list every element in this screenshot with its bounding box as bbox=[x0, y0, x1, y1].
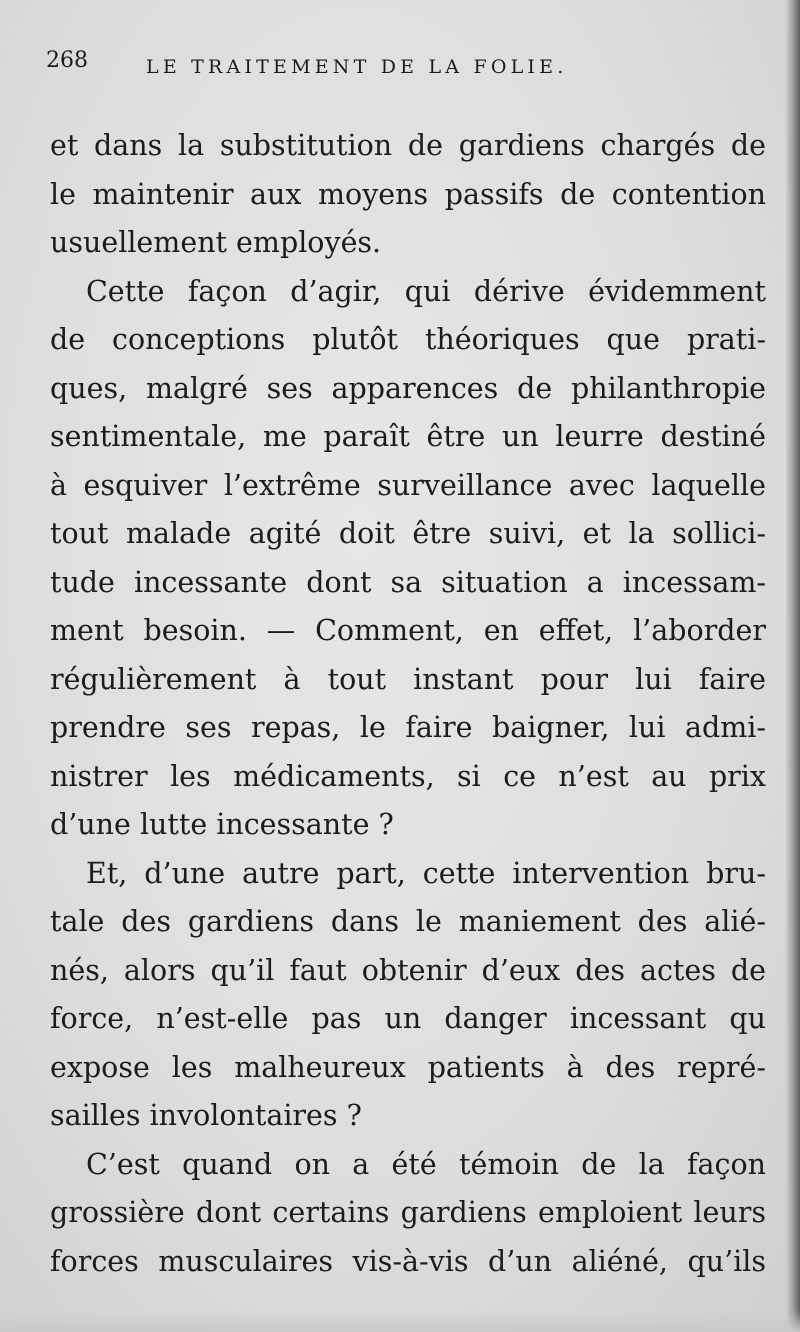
text-line: tale des gardiens dans le maniement des alié- bbox=[50, 905, 766, 938]
text-line: nistrer les médicaments, si ce n’est au prix bbox=[50, 759, 766, 793]
page-number: 268 bbox=[46, 48, 88, 73]
text-line: ques, malgré ses apparences de philanthropie bbox=[50, 371, 766, 405]
text-line: tout malade agité doit être suivi, et la sollici- bbox=[50, 517, 766, 550]
text-line: tude incessante dont sa situation a incessam- bbox=[50, 565, 766, 599]
text-line: nés, alors qu’il faut obtenir d’eux des actes de bbox=[50, 953, 766, 987]
text-line: Et, d’une autre part, cette intervention bru- bbox=[86, 856, 766, 890]
text-line: de conceptions plutôt théoriques que prati- bbox=[50, 323, 766, 356]
text-line: Cette façon d’agir, qui dérive évidemment bbox=[86, 274, 766, 308]
body-text bbox=[50, 122, 766, 1286]
text-line: d’une lutte incessante ? bbox=[50, 808, 394, 841]
text-line: grossière dont certains gardiens emploient leurs bbox=[50, 1196, 766, 1229]
page-edge-shadow bbox=[786, 0, 800, 1332]
text-line: sailles involontaires ? bbox=[50, 1099, 362, 1132]
text-line: expose les malheureux patients à des repré- bbox=[50, 1050, 766, 1084]
text-line: ment besoin. — Comment, en effet, l’aborder bbox=[50, 614, 766, 647]
page-bottom-shadow bbox=[0, 1310, 800, 1332]
text-line: C’est quand on a été témoin de la façon bbox=[86, 1147, 766, 1181]
text-line: le maintenir aux moyens passifs de contention bbox=[50, 177, 766, 211]
text-line: sentimentale, me paraît être un leurre destiné bbox=[50, 420, 766, 453]
text-line: régulièrement à tout instant pour lui faire bbox=[50, 662, 766, 696]
running-title: LE TRAITEMENT DE LA FOLIE. bbox=[146, 56, 568, 78]
text-line: et dans la substitution de gardiens chargés de bbox=[50, 129, 766, 162]
running-head bbox=[46, 48, 726, 88]
text-line: prendre ses repas, le faire baigner, lui admi- bbox=[50, 711, 766, 744]
text-line: à esquiver l’extrême surveillance avec laquelle bbox=[50, 468, 766, 502]
text-line: force, n’est-elle pas un danger incessant qu bbox=[50, 1002, 766, 1035]
text-line: usuellement employés. bbox=[50, 226, 382, 259]
text-line: forces musculaires vis-à-vis d’un aliéné, qu’ils bbox=[50, 1244, 766, 1278]
